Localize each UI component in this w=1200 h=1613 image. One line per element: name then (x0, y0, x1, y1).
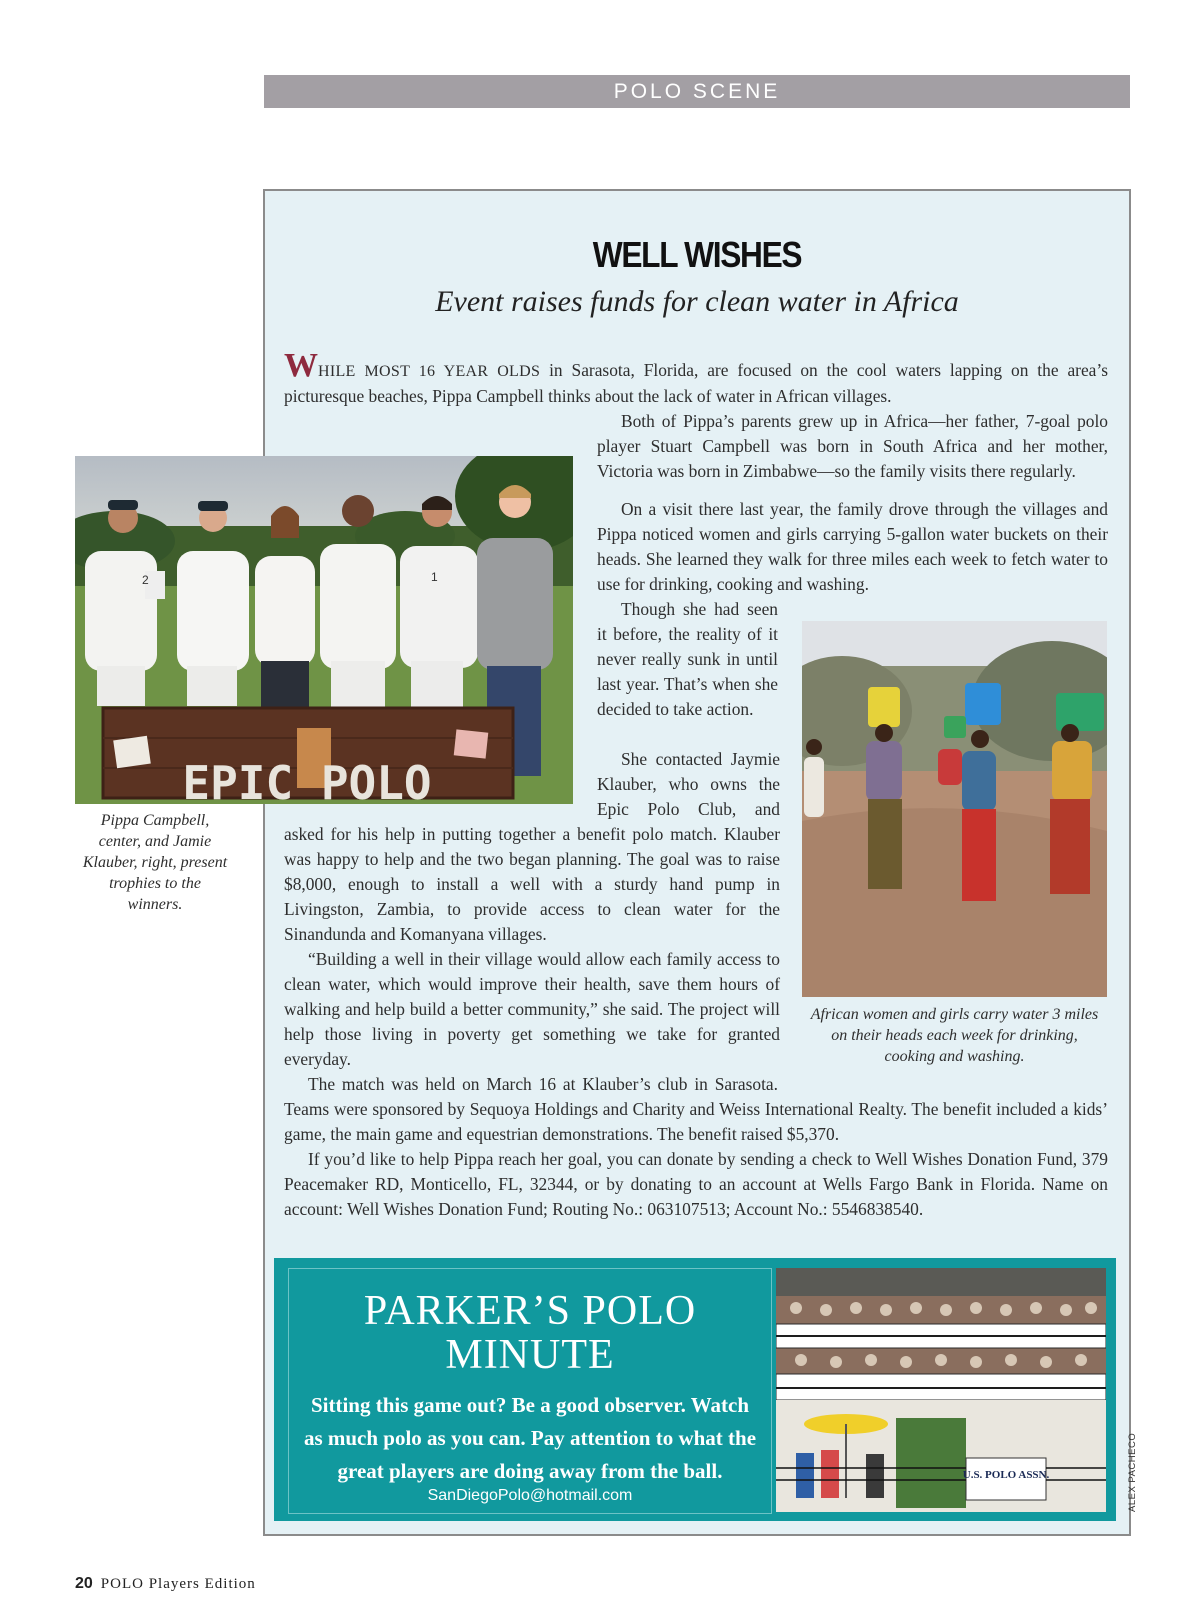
water-carriers-photo (802, 621, 1107, 997)
drop-cap: W (284, 347, 318, 384)
jersey-number: 1 (431, 570, 438, 584)
paragraph-2: Both of Pippa’s parents grew up in Africa—her father, 7-goal polo player Stuart Campbell was born in South Africa and her mother, Victoria was born in Zimbabwe—so the family visits there regularly. (597, 411, 1108, 481)
promo-email-link[interactable]: SanDiegoPolo@hotmail.com (427, 1487, 633, 1504)
paragraph-7: The match was held on March 16 at Klauber’s club in Sarasota. Teams were sponsored by Sequoya Holdings and Charity and Weiss International Realty. The benefit included a kids’ game, the main game and equestrian demonstrations. The benefit raised $5,370. (284, 1074, 1108, 1144)
publication-name: POLO Players Edition (100, 1576, 256, 1592)
article-bottom (284, 1072, 1108, 1222)
photo-caption-water: African women and girls carry water 3 miles on their heads each week for drinking, cooking and washing. (810, 1006, 1099, 1065)
paragraph-1-text: in Sarasota, Florida, are focused on the cool waters lapping on the area’s picturesque beaches, Pippa Campbell thinks about the lack of water in African villages. (284, 360, 1109, 406)
dek: Event raises funds for clean water in Africa (435, 285, 959, 318)
paragraph-6: “Building a well in their village would allow each family access to clean water, which would improve their health, save them hours of walking and help build a better community,” she said. The project will help those living in poverty get something we take for granted everyday. (284, 949, 780, 1069)
paragraph-4: Though she had seen it before, the reality of it never really sunk in until last year. That’s when she decided to take action. (597, 599, 778, 719)
section-label: POLO SCENE (264, 75, 1130, 108)
paragraph-5: She contacted Jaymie Klauber, who owns the Epic Polo Club, and asked for his help in putting together a benefit polo match. Klauber was happy to help and the two began planning. The goal was to raise $8,000, enough to install a well with a sturdy hand pump in Livingston, Zambia, to provide access to clean water for the Sinandunda and Komanyana villages. (284, 749, 780, 944)
page-footer (75, 1575, 256, 1593)
promo-title (289, 1289, 771, 1377)
trophy-photo (75, 456, 573, 804)
lead-caps: HILE MOST 16 YEAR OLDS (318, 363, 541, 380)
photo-caption-trophies: Pippa Campbell, center, and Jamie Klauber, right, present trophies to the winners. (82, 812, 228, 913)
paragraph-3: On a visit there last year, the family drove through the villages and Pippa noticed women and girls carrying 5-gallon water buckets on their heads. She learned they walk for three miles each week to fetch water to use for drinking, cooking and washing. (597, 499, 1108, 594)
paragraph-1 (284, 347, 1109, 409)
parkers-polo-minute-box (274, 1258, 1116, 1521)
headline: WELL WISHES (592, 234, 802, 275)
photo-credit: ALEX PACHECO (1127, 1432, 1138, 1512)
promo-title-line-1: PARKER’S POLO (363, 1288, 697, 1334)
sponsor-banner-text: U.S. POLO ASSN. (962, 1469, 1050, 1481)
grandstand-photo (776, 1268, 1106, 1512)
sign-text: EPIC POLO (182, 756, 432, 804)
promo-body: Sitting this game out? Be a good observer. Watch as much polo as you can. Pay attention to what the great players are doing away from the ball. (303, 1393, 757, 1483)
promo-title-line-2: MINUTE (445, 1332, 615, 1378)
paragraph-8: If you’d like to help Pippa reach her goal, you can donate by sending a check to Well Wishes Donation Fund, 379 Peacemaker RD, Monticello, FL, 32344, or by donating to an account at Wells Fargo Bank in Florida. Name on account: Well Wishes Donation Fund; Routing No.: 063107513; Account No.: 5546838540. (284, 1149, 1108, 1219)
jersey-number: 2 (142, 573, 149, 587)
promo-text-panel (288, 1268, 772, 1514)
page-number: 20 (75, 1575, 93, 1592)
